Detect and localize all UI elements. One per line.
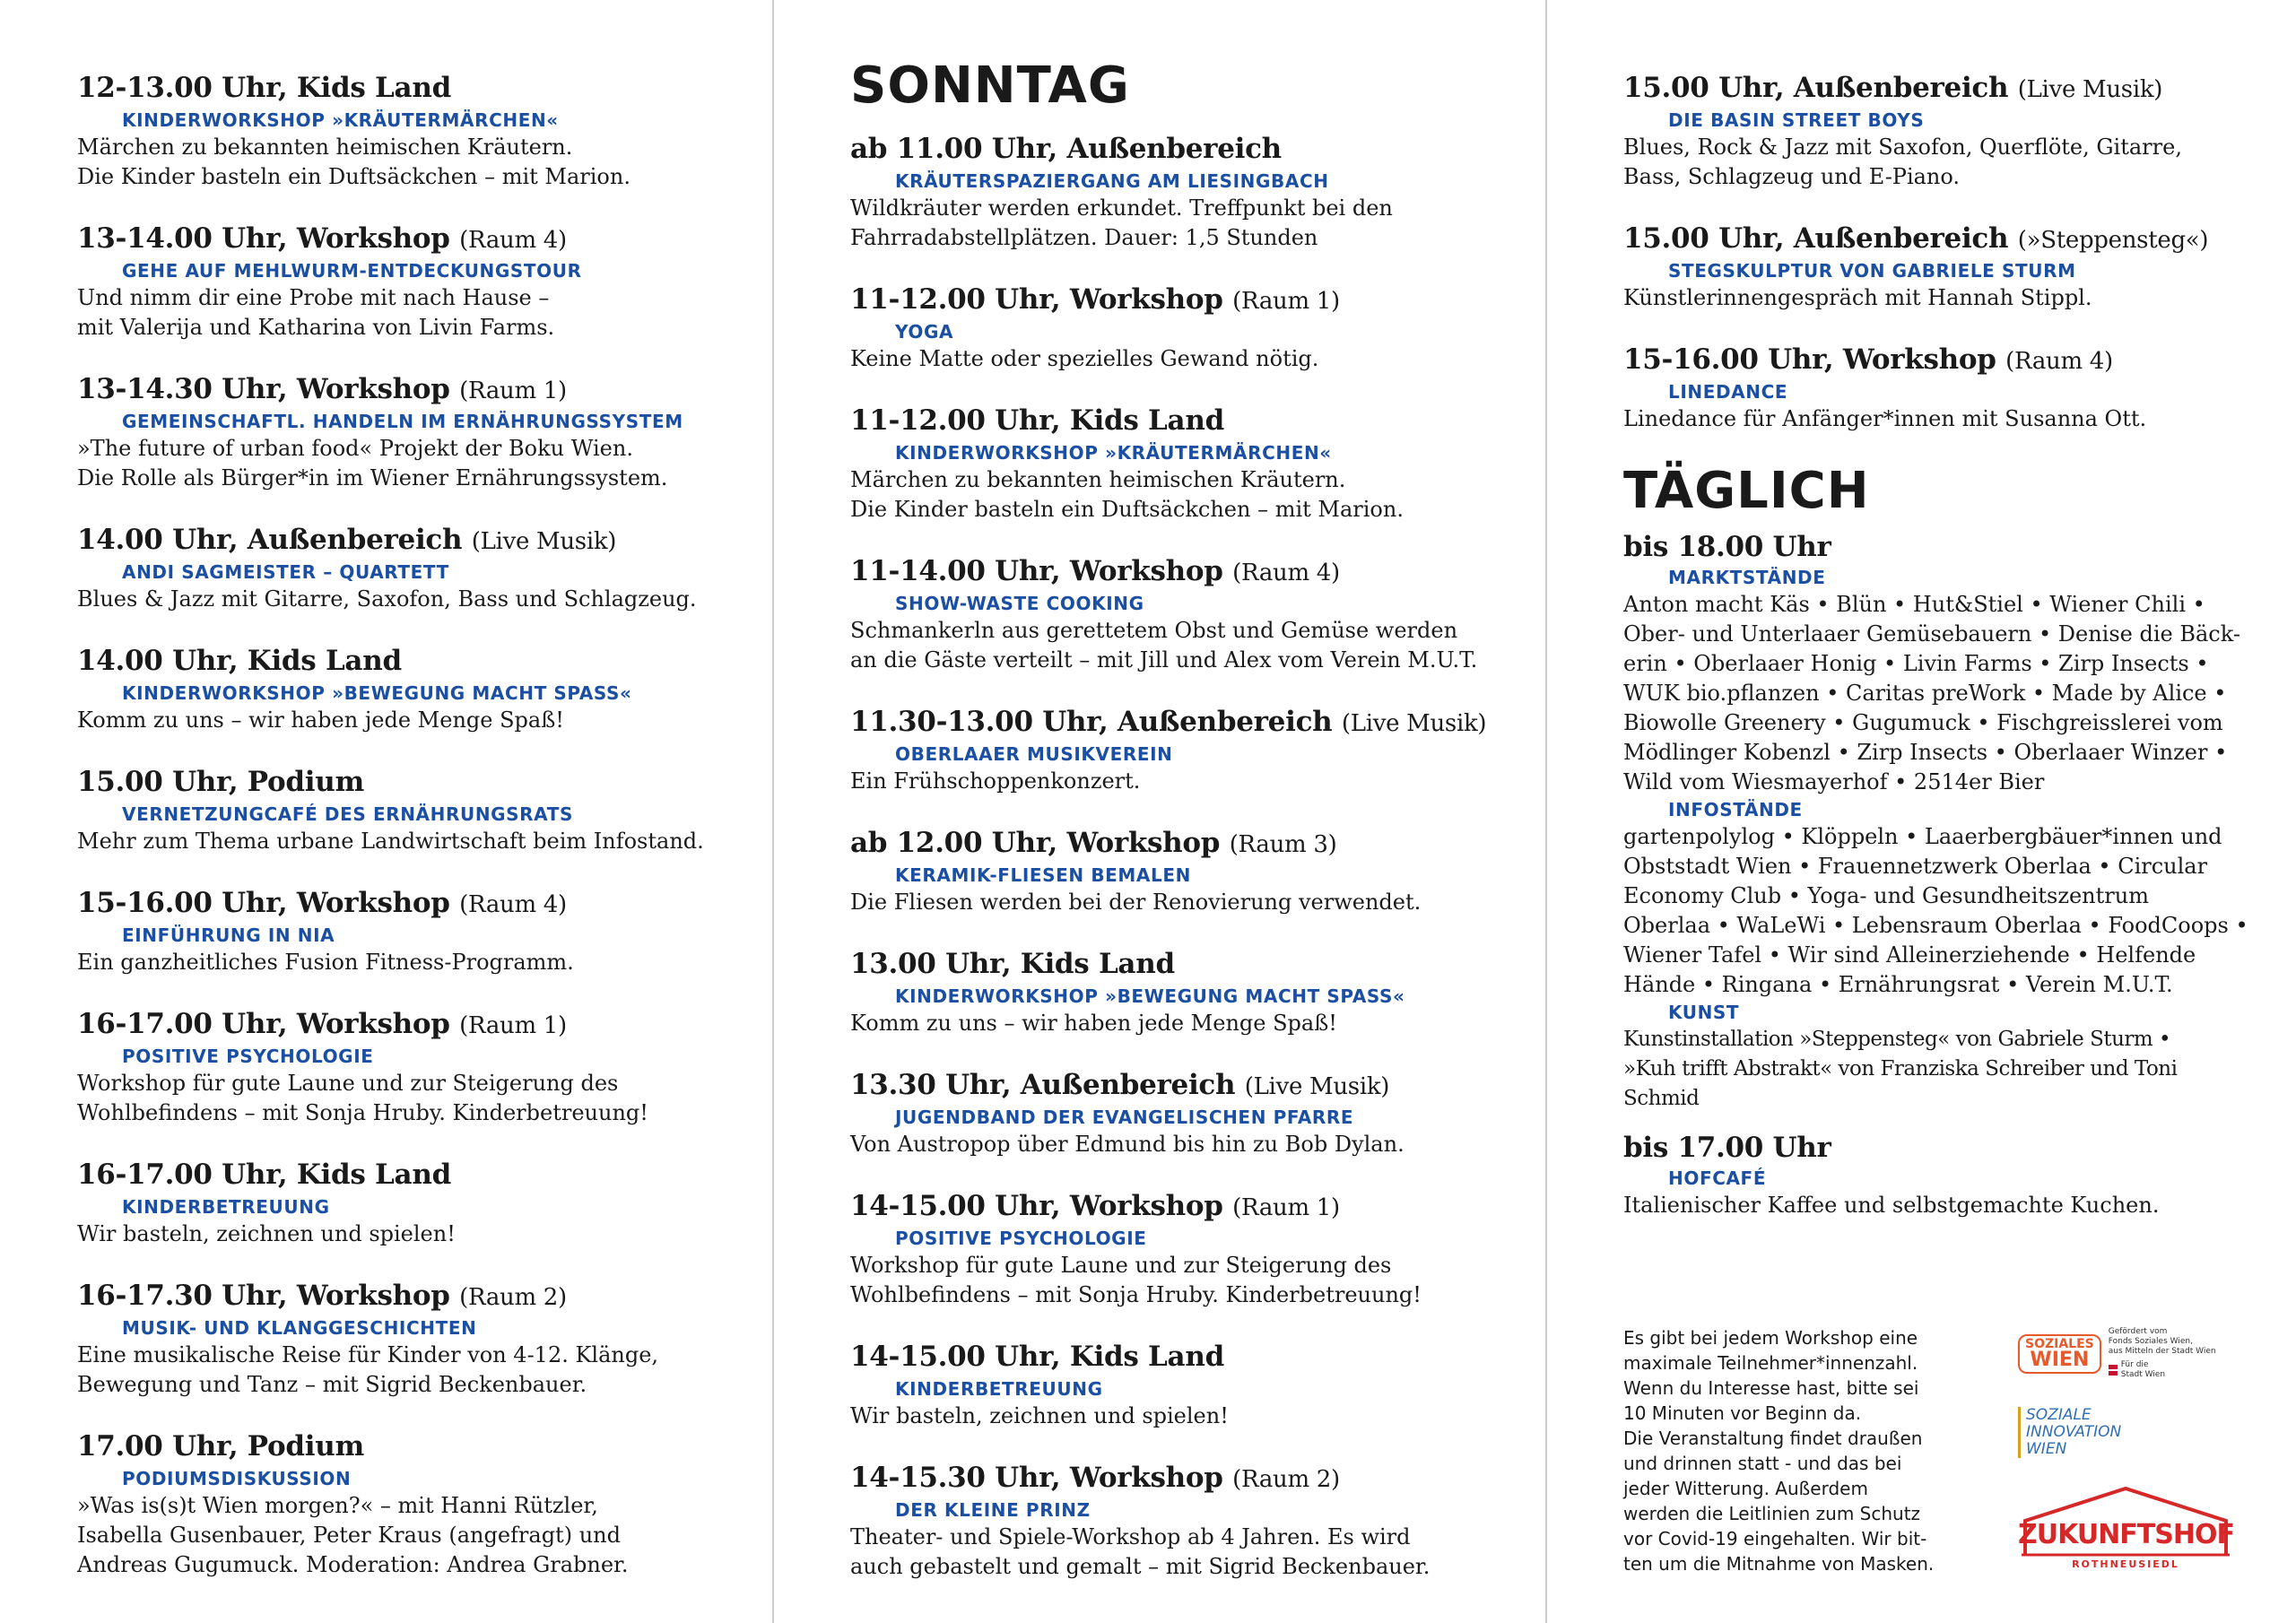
entry-time-text: 14-15.00 Uhr, Kids Land bbox=[850, 1341, 1224, 1373]
program-entry bbox=[77, 1006, 759, 1128]
daily-sub-art: KUNST bbox=[1668, 1002, 1740, 1023]
entry-time bbox=[1623, 342, 2251, 379]
entry-time-text: 15.00 Uhr, Podium bbox=[77, 766, 364, 798]
entry-description: Und nimm dir eine Probe mit nach Hause – mit Valerija und Katharina von Livin Farms. bbox=[77, 285, 555, 340]
entry-title: YOGA bbox=[895, 321, 954, 343]
entry-time bbox=[77, 1428, 759, 1466]
entry-time-text: 14.00 Uhr, Außenbereich bbox=[77, 524, 463, 556]
logo-soziales-wien-big: WIEN bbox=[2030, 1348, 2090, 1371]
entry-description: Komm zu uns – wir haben jede Menge Spaß! bbox=[850, 1011, 1337, 1036]
footer-notice: Es gibt bei jedem Workshop eine maximale Teilnehmer*innenzahl. Wenn du Interesse hast, bitte sei 10 Minuten vor Beginn da. Die Veranstaltung findet draußen und drinnen statt - und das bei jeder Witterung. Außerdem werden die Leitlinien zum Schutz vor Covid-19 eingehalten. Wir bit- ten um die Mitnahme von Masken. bbox=[1623, 1327, 1935, 1575]
entry-title: KINDERBETREUUNG bbox=[122, 1196, 330, 1218]
entry-description: Mehr zum Thema urbane Landwirtschaft beim Infostand. bbox=[77, 829, 704, 854]
program-entry bbox=[850, 825, 1550, 917]
entry-title: KRÄUTERSPAZIERGANG AM LIESINGBACH bbox=[895, 170, 1329, 192]
daily-block-market bbox=[1623, 529, 2251, 1114]
entry-location-note: (Raum 1) bbox=[459, 1012, 567, 1039]
entry-location-note: (Raum 2) bbox=[1232, 1466, 1340, 1493]
daily-sub-market: MARKTSTÄNDE bbox=[1668, 567, 1826, 588]
entry-title: KINDERWORKSHOP »KRÄUTERMÄRCHEN« bbox=[895, 442, 1332, 464]
entry-title: SHOW-WASTE COOKING bbox=[895, 593, 1144, 614]
entry-description: Wir basteln, zeichnen und spielen! bbox=[850, 1403, 1229, 1428]
program-entry bbox=[850, 946, 1550, 1038]
entry-time-text: 15.00 Uhr, Außenbereich bbox=[1623, 222, 2009, 255]
entry-time-text: 11-12.00 Uhr, Workshop bbox=[850, 283, 1223, 316]
entry-time bbox=[850, 1188, 1550, 1226]
entry-description: Ein Frühschoppenkonzert. bbox=[850, 768, 1141, 794]
daily-art-list: Kunstinstallation »Steppensteg« von Gabriele Sturm • »Kuh trifft Abstrakt« von Franziska Schreiber und Toni Schmid bbox=[1623, 1028, 2178, 1110]
entry-location-note: (Raum 4) bbox=[459, 891, 567, 918]
entry-description: Märchen zu bekannten heimischen Kräutern. Die Kinder basteln ein Duftsäckchen – mit Marion. bbox=[77, 135, 631, 189]
entry-time bbox=[77, 885, 759, 923]
daily-cafe-desc: Italienischer Kaffee und selbstgemachte Kuchen. bbox=[1623, 1193, 2160, 1218]
entry-title: KINDERWORKSHOP »BEWEGUNG MACHT SPASS« bbox=[122, 682, 632, 704]
program-entry bbox=[77, 643, 759, 735]
entry-time bbox=[77, 1006, 759, 1044]
entry-time-text: 13-14.00 Uhr, Workshop bbox=[77, 222, 450, 255]
daily-time-until-17: bis 17.00 Uhr bbox=[1623, 1132, 1831, 1164]
program-entry bbox=[77, 1428, 759, 1580]
entry-title: PODIUMSDISKUSSION bbox=[122, 1468, 352, 1489]
program-entry bbox=[850, 553, 1550, 675]
program-entry bbox=[1623, 342, 2251, 434]
entry-time-text: 11.30-13.00 Uhr, Außenbereich bbox=[850, 706, 1333, 738]
entry-location-note: (Raum 1) bbox=[1232, 288, 1340, 315]
entry-time bbox=[850, 1460, 1550, 1497]
entry-time bbox=[1623, 70, 2251, 108]
logo-soziales-wien-text: Gefördert vom Fonds Soziales Wien, aus Mitteln der Stadt Wien bbox=[2108, 1327, 2216, 1356]
column-divider-left bbox=[772, 0, 774, 1623]
entry-time-text: 11-14.00 Uhr, Workshop bbox=[850, 555, 1223, 587]
entry-time-text: 14.00 Uhr, Kids Land bbox=[77, 645, 402, 677]
entry-time bbox=[850, 553, 1550, 591]
sponsor-logos bbox=[2018, 1327, 2233, 1584]
entry-time bbox=[850, 704, 1550, 742]
day-heading-daily: TÄGLICH bbox=[1623, 462, 1870, 520]
entry-time bbox=[850, 1067, 1550, 1105]
entry-description: »Was is(s)t Wien morgen?« – mit Hanni Rützler, Isabella Gusenbauer, Peter Kraus (angefragt) und Andreas Gugumuck. Moderation: Andrea Grabner. bbox=[77, 1493, 629, 1577]
entry-title: GEHE AUF MEHLWURM-ENTDECKUNGSTOUR bbox=[122, 260, 582, 282]
entry-time-text: 15.00 Uhr, Außenbereich bbox=[1623, 72, 2009, 104]
entry-title: EINFÜHRUNG IN NIA bbox=[122, 924, 335, 946]
entry-time bbox=[77, 522, 759, 560]
entry-location-note: (Live Musik) bbox=[1244, 1073, 1390, 1100]
entry-location-note: (Raum 1) bbox=[459, 378, 567, 404]
entry-title: DER KLEINE PRINZ bbox=[895, 1499, 1091, 1521]
program-entry bbox=[850, 1067, 1550, 1159]
daily-sub-info: INFOSTÄNDE bbox=[1668, 799, 1803, 820]
entry-time-text: 13.00 Uhr, Kids Land bbox=[850, 948, 1175, 980]
daily-market-list: Anton macht Käs • Blün • Hut&Stiel • Wiener Chili • Ober- und Unterlaaer Gemüsebauern • Denise die Bäck- erin • Oberlaaer Honig • Livin Farms • Zirp Insects • WUK bio.pflanzen • Caritas preWork • Made by Alice • Biowolle Greenery • Gugumuck • Fischgreisslerei vom Mödlinger Kobenzl • Zirp Insects • Oberlaaer Winzer • Wild vom Wiesmayerhof • 2514er Bier bbox=[1623, 592, 2240, 794]
entry-description: Blues & Jazz mit Gitarre, Saxofon, Bass und Schlagzeug. bbox=[77, 586, 697, 612]
daily-block-cafe bbox=[1623, 1130, 2251, 1220]
entry-time-text: 13-14.30 Uhr, Workshop bbox=[77, 373, 450, 405]
logo-soziale-innovation-wien: SOZIALE INNOVATION WIEN bbox=[2018, 1407, 2233, 1458]
entry-time-text: ab 11.00 Uhr, Außenbereich bbox=[850, 133, 1282, 165]
entry-description: Wir basteln, zeichnen und spielen! bbox=[77, 1221, 456, 1246]
entry-description: Linedance für Anfänger*innen mit Susanna Ott. bbox=[1623, 406, 2147, 431]
entry-location-note: (Raum 1) bbox=[1232, 1194, 1340, 1221]
program-entry bbox=[1623, 221, 2251, 313]
program-entry bbox=[77, 522, 759, 614]
entry-title: STEGSKULPTUR VON GABRIELE STURM bbox=[1668, 260, 2076, 282]
entry-location-note: (Live Musik) bbox=[1341, 710, 1487, 737]
program-entry bbox=[850, 282, 1550, 374]
entry-title: VERNETZUNGCAFÉ DES ERNÄHRUNGSRATS bbox=[122, 803, 573, 825]
program-entry bbox=[850, 131, 1550, 253]
program-entry bbox=[850, 704, 1550, 796]
logo-soziales-wien-top: SOZIALES bbox=[2025, 1336, 2094, 1351]
logo-zukunftshof-sub: ROTHNEUSIEDL bbox=[2072, 1558, 2179, 1570]
program-entry bbox=[850, 1339, 1550, 1431]
entry-time-text: 16-17.00 Uhr, Workshop bbox=[77, 1008, 450, 1040]
entry-title: LINEDANCE bbox=[1668, 381, 1788, 403]
entry-description: Komm zu uns – wir haben jede Menge Spaß! bbox=[77, 707, 564, 733]
entry-title: KERAMIK-FLIESEN BEMALEN bbox=[895, 864, 1191, 886]
daily-info-list: gartenpolylog • Klöppeln • Laaerbergbäuer*innen und Obststadt Wien • Frauennetzwerk Oberlaa • Circular Economy Club • Yoga- und Gesundheitszentrum Oberlaa • WaLeWi • Lebensraum Oberlaa • FoodCoops • Wiener Tafel • Wir sind Alleinerziehende • Helfende Hände • Ringana • Ernährungsrat • Verein M.U.T. bbox=[1623, 824, 2248, 997]
entry-time-text: 14-15.30 Uhr, Workshop bbox=[850, 1462, 1223, 1494]
entry-time-text: 16-17.30 Uhr, Workshop bbox=[77, 1280, 450, 1312]
entry-location-note: (Raum 3) bbox=[1229, 831, 1337, 858]
entry-title: OBERLAAER MUSIKVEREIN bbox=[895, 743, 1173, 765]
entry-title: KINDERWORKSHOP »BEWEGUNG MACHT SPASS« bbox=[895, 985, 1405, 1007]
entry-description: Von Austropop über Edmund bis hin zu Bob Dylan. bbox=[850, 1132, 1405, 1157]
column-sunday-daily bbox=[1623, 0, 2251, 1623]
program-entry bbox=[850, 1188, 1550, 1310]
entry-time-text: 15-16.00 Uhr, Workshop bbox=[77, 887, 450, 919]
entry-description: Blues, Rock & Jazz mit Saxofon, Querflöte, Gitarre, Bass, Schlagzeug und E-Piano. bbox=[1623, 135, 2182, 189]
program-entry bbox=[77, 1278, 759, 1400]
daily-time-until-18: bis 18.00 Uhr bbox=[1623, 531, 1831, 563]
entry-time bbox=[850, 946, 1550, 984]
entry-description: Workshop für gute Laune und zur Steigerung des Wohlbefindens – mit Sonja Hruby. Kinderbetreuung! bbox=[850, 1253, 1422, 1307]
entry-location-note: (Live Musik) bbox=[471, 528, 617, 555]
entry-location-note: (Raum 4) bbox=[459, 227, 567, 254]
entry-description: Workshop für gute Laune und zur Steigerung des Wohlbefindens – mit Sonja Hruby. Kinderbetreuung! bbox=[77, 1071, 648, 1125]
entry-description: Theater- und Spiele-Workshop ab 4 Jahren. Es wird auch gebastelt und gemalt – mit Sigrid Beckenbauer. bbox=[850, 1524, 1431, 1579]
program-entry bbox=[850, 1460, 1550, 1582]
column-saturday-continued bbox=[77, 0, 759, 1623]
entry-time-text: 12-13.00 Uhr, Kids Land bbox=[77, 72, 451, 104]
day-heading-sunday: SONNTAG bbox=[850, 56, 1130, 115]
program-entry bbox=[77, 371, 759, 493]
entry-title: POSITIVE PSYCHOLOGIE bbox=[895, 1228, 1147, 1249]
entry-description: Die Fliesen werden bei der Renovierung verwendet. bbox=[850, 890, 1422, 915]
entry-description: Wildkräuter werden erkundet. Treffpunkt bei den Fahrradabstellplätzen. Dauer: 1,5 Stunden bbox=[850, 195, 1393, 250]
program-entry bbox=[850, 403, 1550, 525]
entry-time bbox=[850, 1339, 1550, 1376]
entry-time-text: 14-15.00 Uhr, Workshop bbox=[850, 1190, 1223, 1222]
daily-sub-cafe: HOFCAFÉ bbox=[1668, 1167, 1767, 1189]
program-entry bbox=[77, 70, 759, 192]
entry-title: ANDI SAGMEISTER – QUARTETT bbox=[122, 561, 449, 583]
entry-time bbox=[77, 643, 759, 681]
entry-time bbox=[77, 1157, 759, 1194]
entry-time bbox=[77, 764, 759, 802]
entry-location-note: (»Steppensteg«) bbox=[2017, 227, 2209, 254]
entry-time bbox=[850, 825, 1550, 863]
logo-soziales-wien bbox=[2018, 1327, 2233, 1380]
entry-location-note: (Raum 2) bbox=[459, 1284, 567, 1311]
entry-time-text: 17.00 Uhr, Podium bbox=[77, 1430, 364, 1462]
program-entry bbox=[77, 221, 759, 343]
entry-time bbox=[1623, 221, 2251, 258]
entry-time bbox=[850, 403, 1550, 440]
entry-description: Märchen zu bekannten heimischen Kräutern. Die Kinder basteln ein Duftsäckchen – mit Marion. bbox=[850, 467, 1404, 522]
logo-zukunftshof-name: ZUKUNFTSHOF bbox=[2018, 1519, 2234, 1550]
entry-time bbox=[77, 1278, 759, 1315]
program-entry bbox=[77, 1157, 759, 1249]
entry-description: Schmankerln aus gerettetem Obst und Gemüse werden an die Gäste verteilt – mit Jill und Alex vom Verein M.U.T. bbox=[850, 618, 1478, 673]
entry-time-text: 16-17.00 Uhr, Kids Land bbox=[77, 1159, 451, 1191]
entry-time-text: ab 12.00 Uhr, Workshop bbox=[850, 827, 1221, 859]
entry-time-text: 15-16.00 Uhr, Workshop bbox=[1623, 343, 1996, 376]
entry-title: POSITIVE PSYCHOLOGIE bbox=[122, 1046, 374, 1067]
entry-title: KINDERBETREUUNG bbox=[895, 1378, 1103, 1400]
program-entry bbox=[1623, 70, 2251, 192]
entry-time bbox=[850, 282, 1550, 319]
entry-title: MUSIK- UND KLANGGESCHICHTEN bbox=[122, 1317, 477, 1339]
entry-location-note: (Raum 4) bbox=[1232, 560, 1340, 586]
entry-title: KINDERWORKSHOP »KRÄUTERMÄRCHEN« bbox=[122, 109, 559, 131]
entry-description: »The future of urban food« Projekt der Boku Wien. Die Rolle als Bürger*in im Wiener Ernährungssystem. bbox=[77, 436, 668, 490]
program-entry bbox=[77, 885, 759, 977]
entry-description: Keine Matte oder spezielles Gewand nötig. bbox=[850, 346, 1319, 371]
entry-time bbox=[77, 371, 759, 409]
entry-description: Ein ganzheitliches Fusion Fitness-Programm. bbox=[77, 950, 574, 975]
entry-location-note: (Raum 4) bbox=[2005, 348, 2113, 375]
vienna-flag-icon bbox=[2109, 1365, 2118, 1376]
logo-stadt-wien-text: Für die Stadt Wien bbox=[2120, 1360, 2166, 1379]
entry-time bbox=[850, 131, 1550, 169]
entry-time-text: 11-12.00 Uhr, Kids Land bbox=[850, 404, 1224, 437]
entry-location-note: (Live Musik) bbox=[2017, 76, 2163, 103]
logo-zukunftshof bbox=[2018, 1485, 2233, 1584]
entry-description: Eine musikalische Reise für Kinder von 4-12. Klänge, Bewegung und Tanz – mit Sigrid Beckenbauer. bbox=[77, 1342, 659, 1397]
column-sunday bbox=[850, 0, 1550, 1623]
program-entry bbox=[77, 764, 759, 856]
entry-title: GEMEINSCHAFTL. HANDELN IM ERNÄHRUNGSSYSTEM bbox=[122, 411, 683, 432]
entry-time-text: 13.30 Uhr, Außenbereich bbox=[850, 1069, 1236, 1101]
entry-time bbox=[77, 221, 759, 258]
entry-title: JUGENDBAND DER EVANGELISCHEN PFARRE bbox=[895, 1107, 1354, 1128]
entry-description: Künstlerinnengespräch mit Hannah Stippl. bbox=[1623, 285, 2092, 310]
entry-time bbox=[77, 70, 759, 108]
entry-title: DIE BASIN STREET BOYS bbox=[1668, 109, 1925, 131]
